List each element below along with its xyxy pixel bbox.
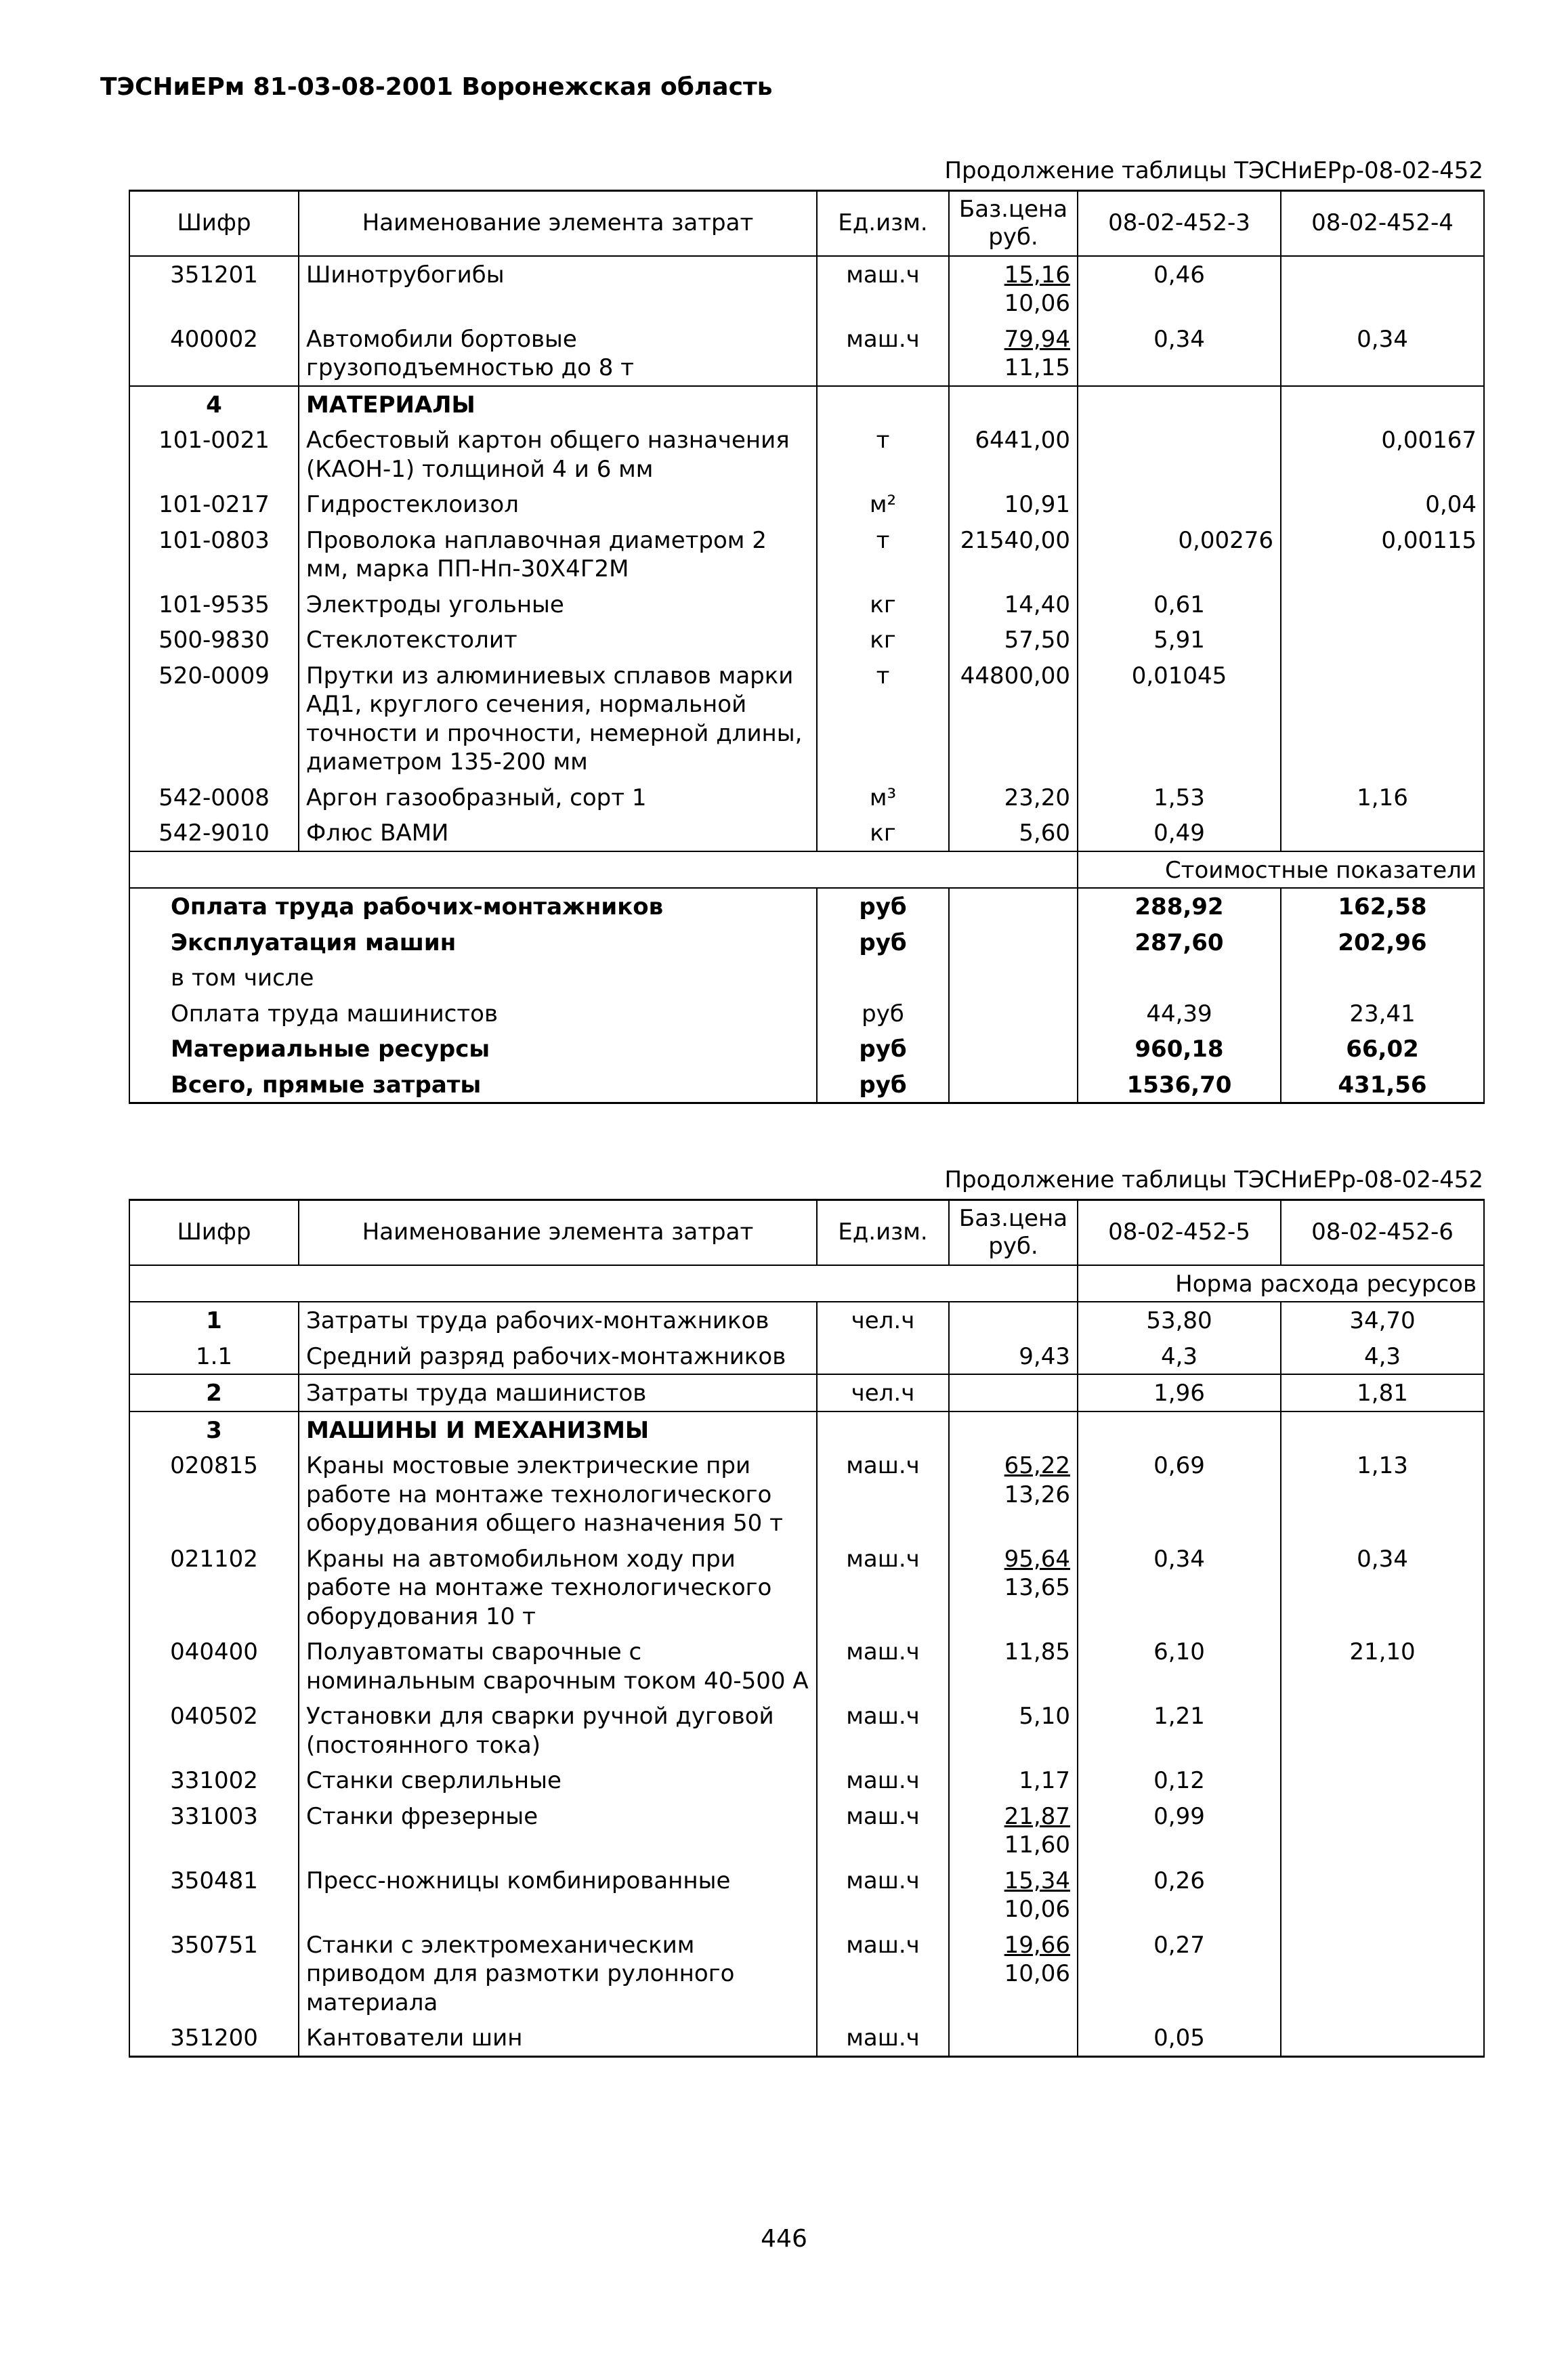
summary-value-a [1078,960,1281,996]
row-price: 21540,00 [949,522,1078,587]
summary-row [129,996,1484,1032]
header-code: Шифр [129,191,299,256]
summary-value-b: 162,58 [1281,888,1484,925]
row-price: 65,22 13,26 [949,1447,1078,1541]
summary-value-b: 431,56 [1281,1067,1484,1103]
row-value-a: 0,05 [1078,2020,1281,2056]
row-price: 5,60 [949,815,1078,851]
row-price: 5,10 [949,1698,1078,1762]
row-value-a: 4,3 [1078,1338,1281,1375]
row-name: Станки фрезерные [299,1798,817,1863]
table-row [129,486,1484,522]
row-value-a: 0,00276 [1078,522,1281,587]
summary-row [129,960,1484,996]
section-title: МАТЕРИАЛЫ [299,386,817,423]
summary-value-b [1281,960,1484,996]
row-value-a: 0,46 [1078,256,1281,321]
row-price: 15,16 10,06 [949,256,1078,321]
row-code: 542-9010 [129,815,299,851]
row-code: 101-9535 [129,587,299,622]
row-code: 2 [129,1374,299,1411]
row-value-b: 0,04 [1281,486,1484,522]
row-value-a: 0,26 [1078,1863,1281,1927]
row-name: Краны мостовые электрические при работе на монтаже технологического оборудования общего назначения 50 т [299,1447,817,1541]
row-value-b: 1,81 [1281,1374,1484,1411]
row-name: Установки для сварки ручной дуговой (постоянного тока) [299,1698,817,1762]
row-unit: маш.ч [817,1698,949,1762]
row-value-a: 5,91 [1078,622,1281,658]
table2-caption: Продолжение таблицы ТЭСНиЕРр-08-02-452 [944,1166,1483,1193]
row-name: Пресс-ножницы комбинированные [299,1863,817,1927]
row-value-b [1281,1863,1484,1927]
row-code: 520-0009 [129,658,299,780]
row-unit: маш.ч [817,1541,949,1634]
row-unit: маш.ч [817,1798,949,1863]
table-row [129,1698,1484,1762]
summary-unit: руб [817,1031,949,1067]
summary-value-a: 960,18 [1078,1031,1281,1067]
header-price: Баз.цена руб. [949,191,1078,256]
table-row [129,1927,1484,2020]
cost-indicators-label: Стоимостные показатели [1078,851,1484,889]
table-row [129,1798,1484,1863]
header-col-b: 08-02-452-4 [1281,191,1484,256]
row-name: Средний разряд рабочих-монтажников [299,1338,817,1375]
cost-indicators-row [129,851,1484,889]
row-price: 14,40 [949,587,1078,622]
table-row [129,1374,1484,1411]
row-value-a: 53,80 [1078,1302,1281,1338]
row-code: 101-0021 [129,422,299,486]
row-name: Аргон газообразный, сорт 1 [299,780,817,815]
row-value-a: 0,99 [1078,1798,1281,1863]
row-unit: маш.ч [817,256,949,321]
row-name: Шинотрубогибы [299,256,817,321]
row-unit: м³ [817,780,949,815]
row-value-a: 0,69 [1078,1447,1281,1541]
header-name: Наименование элемента затрат [299,191,817,256]
row-name: Станки сверлильные [299,1762,817,1798]
row-price: 23,20 [949,780,1078,815]
table-row [129,1338,1484,1375]
section-number: 4 [129,386,299,423]
row-name: Полуавтоматы сварочные с номинальным сварочным током 40-500 А [299,1634,817,1698]
row-price: 11,85 [949,1634,1078,1698]
row-value-a: 6,10 [1078,1634,1281,1698]
row-value-b: 0,34 [1281,1541,1484,1634]
row-value-a: 0,49 [1078,815,1281,851]
row-value-a [1078,422,1281,486]
row-code: 1.1 [129,1338,299,1375]
table-row [129,422,1484,486]
row-unit: т [817,522,949,587]
row-value-b [1281,1762,1484,1798]
row-name: Флюс ВАМИ [299,815,817,851]
row-unit: маш.ч [817,1762,949,1798]
document-header: ТЭСНиЕРм 81-03-08-2001 Воронежская область [100,73,773,101]
table-row [129,1634,1484,1698]
row-price: 10,91 [949,486,1078,522]
table2 [129,1199,1485,2058]
row-code: 351201 [129,256,299,321]
row-code: 542-0008 [129,780,299,815]
row-unit: кг [817,587,949,622]
header-col-a: 08-02-452-5 [1078,1200,1281,1265]
row-value-a: 1,96 [1078,1374,1281,1411]
summary-value-a: 288,92 [1078,888,1281,925]
table1 [129,190,1485,1104]
row-price [949,2020,1078,2056]
row-value-b: 34,70 [1281,1302,1484,1338]
table-row [129,1302,1484,1338]
row-price [949,1302,1078,1338]
summary-row [129,1067,1484,1103]
table-row [129,1762,1484,1798]
header-col-b: 08-02-452-6 [1281,1200,1484,1265]
table-row [129,815,1484,851]
row-code: 350751 [129,1927,299,2020]
row-price: 9,43 [949,1338,1078,1375]
row-value-b: 1,16 [1281,780,1484,815]
summary-label: Оплата труда машинистов [129,996,817,1032]
row-name: Асбестовый картон общего назначения (КАОН-1) толщиной 4 и 6 мм [299,422,817,486]
row-unit: маш.ч [817,2020,949,2056]
row-code: 350481 [129,1863,299,1927]
table-row [129,587,1484,622]
row-code: 351200 [129,2020,299,2056]
row-value-b: 0,00167 [1281,422,1484,486]
row-value-b [1281,1927,1484,2020]
row-value-a: 0,61 [1078,587,1281,622]
row-name: Затраты труда машинистов [299,1374,817,1411]
section-title: МАШИНЫ И МЕХАНИЗМЫ [299,1411,817,1448]
table-row [129,522,1484,587]
summary-value-a: 1536,70 [1078,1067,1281,1103]
header-name: Наименование элемента затрат [299,1200,817,1265]
table-row [129,1863,1484,1927]
header-code: Шифр [129,1200,299,1265]
row-unit: чел.ч [817,1374,949,1411]
row-value-a: 0,34 [1078,321,1281,386]
row-name: Электроды угольные [299,587,817,622]
row-value-b [1281,658,1484,780]
section-row-materials [129,386,1484,423]
row-unit: маш.ч [817,1863,949,1927]
summary-value-a: 44,39 [1078,996,1281,1032]
row-value-b: 21,10 [1281,1634,1484,1698]
header-col-a: 08-02-452-3 [1078,191,1281,256]
summary-unit: руб [817,888,949,925]
section-number: 3 [129,1411,299,1448]
row-code: 331002 [129,1762,299,1798]
table-row [129,321,1484,386]
section-row-machines [129,1411,1484,1448]
norm-row [129,1265,1484,1302]
row-value-a: 0,12 [1078,1762,1281,1798]
row-price: 57,50 [949,622,1078,658]
row-price: 6441,00 [949,422,1078,486]
table-row [129,1447,1484,1541]
row-code: 1 [129,1302,299,1338]
row-name: Станки с электромеханическим приводом для размотки рулонного материала [299,1927,817,2020]
summary-row [129,888,1484,925]
header-unit: Ед.изм. [817,1200,949,1265]
row-code: 040400 [129,1634,299,1698]
row-name: Стеклотекстолит [299,622,817,658]
summary-unit: руб [817,1067,949,1103]
row-value-b [1281,815,1484,851]
table-row [129,1541,1484,1634]
row-unit [817,1338,949,1375]
row-price: 95,64 13,65 [949,1541,1078,1634]
table1-caption: Продолжение таблицы ТЭСНиЕРр-08-02-452 [944,157,1483,184]
row-value-b: 4,3 [1281,1338,1484,1375]
table-row [129,658,1484,780]
summary-label: в том числе [129,960,817,996]
row-value-b: 0,34 [1281,321,1484,386]
row-value-a: 1,53 [1078,780,1281,815]
summary-unit: руб [817,925,949,960]
row-price: 44800,00 [949,658,1078,780]
summary-value-a: 287,60 [1078,925,1281,960]
row-price: 15,34 10,06 [949,1863,1078,1927]
row-unit: кг [817,622,949,658]
row-value-a: 1,21 [1078,1698,1281,1762]
row-value-a: 0,34 [1078,1541,1281,1634]
row-value-b [1281,622,1484,658]
summary-label: Оплата труда рабочих-монтажников [129,888,817,925]
row-value-b: 1,13 [1281,1447,1484,1541]
row-value-b [1281,1798,1484,1863]
summary-unit [817,960,949,996]
row-name: Кантователи шин [299,2020,817,2056]
row-code: 040502 [129,1698,299,1762]
row-price: 19,66 10,06 [949,1927,1078,2020]
table-row [129,2020,1484,2056]
row-price: 1,17 [949,1762,1078,1798]
page-number: 446 [761,2225,807,2253]
summary-unit: руб [817,996,949,1032]
summary-row [129,1031,1484,1067]
summary-label: Материальные ресурсы [129,1031,817,1067]
row-unit: кг [817,815,949,851]
row-value-a: 0,27 [1078,1927,1281,2020]
row-name: Гидростеклоизол [299,486,817,522]
row-value-b [1281,1698,1484,1762]
summary-value-b: 202,96 [1281,925,1484,960]
table-row [129,622,1484,658]
header-unit: Ед.изм. [817,191,949,256]
row-value-b: 0,00115 [1281,522,1484,587]
row-name: Проволока наплавочная диаметром 2 мм, марка ПП-Нп-30Х4Г2М [299,522,817,587]
row-code: 021102 [129,1541,299,1634]
row-unit: маш.ч [817,321,949,386]
row-unit: м² [817,486,949,522]
row-code: 331003 [129,1798,299,1863]
summary-label: Эксплуатация машин [129,925,817,960]
table-row [129,780,1484,815]
row-code: 020815 [129,1447,299,1541]
row-name: Краны на автомобильном ходу при работе на монтаже технологического оборудования 10 т [299,1541,817,1634]
row-unit: т [817,658,949,780]
norm-label: Норма расхода ресурсов [1078,1265,1484,1302]
row-price: 21,87 11,60 [949,1798,1078,1863]
summary-label: Всего, прямые затраты [129,1067,817,1103]
row-unit: чел.ч [817,1302,949,1338]
row-unit: маш.ч [817,1447,949,1541]
summary-row [129,925,1484,960]
row-name: Автомобили бортовые грузоподъемностью до 8 т [299,321,817,386]
row-code: 400002 [129,321,299,386]
summary-value-b: 23,41 [1281,996,1484,1032]
row-unit: маш.ч [817,1634,949,1698]
row-value-a [1078,486,1281,522]
row-price: 79,94 11,15 [949,321,1078,386]
row-name: Затраты труда рабочих-монтажников [299,1302,817,1338]
header-price: Баз.цена руб. [949,1200,1078,1265]
table-row [129,256,1484,321]
summary-value-b: 66,02 [1281,1031,1484,1067]
row-value-b [1281,587,1484,622]
row-value-b [1281,256,1484,321]
row-name: Прутки из алюминиевых сплавов марки АД1, круглого сечения, нормальной точности и прочности, немерной длины, диаметром 135-200 мм [299,658,817,780]
row-code: 500-9830 [129,622,299,658]
row-code: 101-0217 [129,486,299,522]
row-code: 101-0803 [129,522,299,587]
row-unit: т [817,422,949,486]
row-price [949,1374,1078,1411]
row-value-a: 0,01045 [1078,658,1281,780]
row-value-b [1281,2020,1484,2056]
row-unit: маш.ч [817,1927,949,2020]
